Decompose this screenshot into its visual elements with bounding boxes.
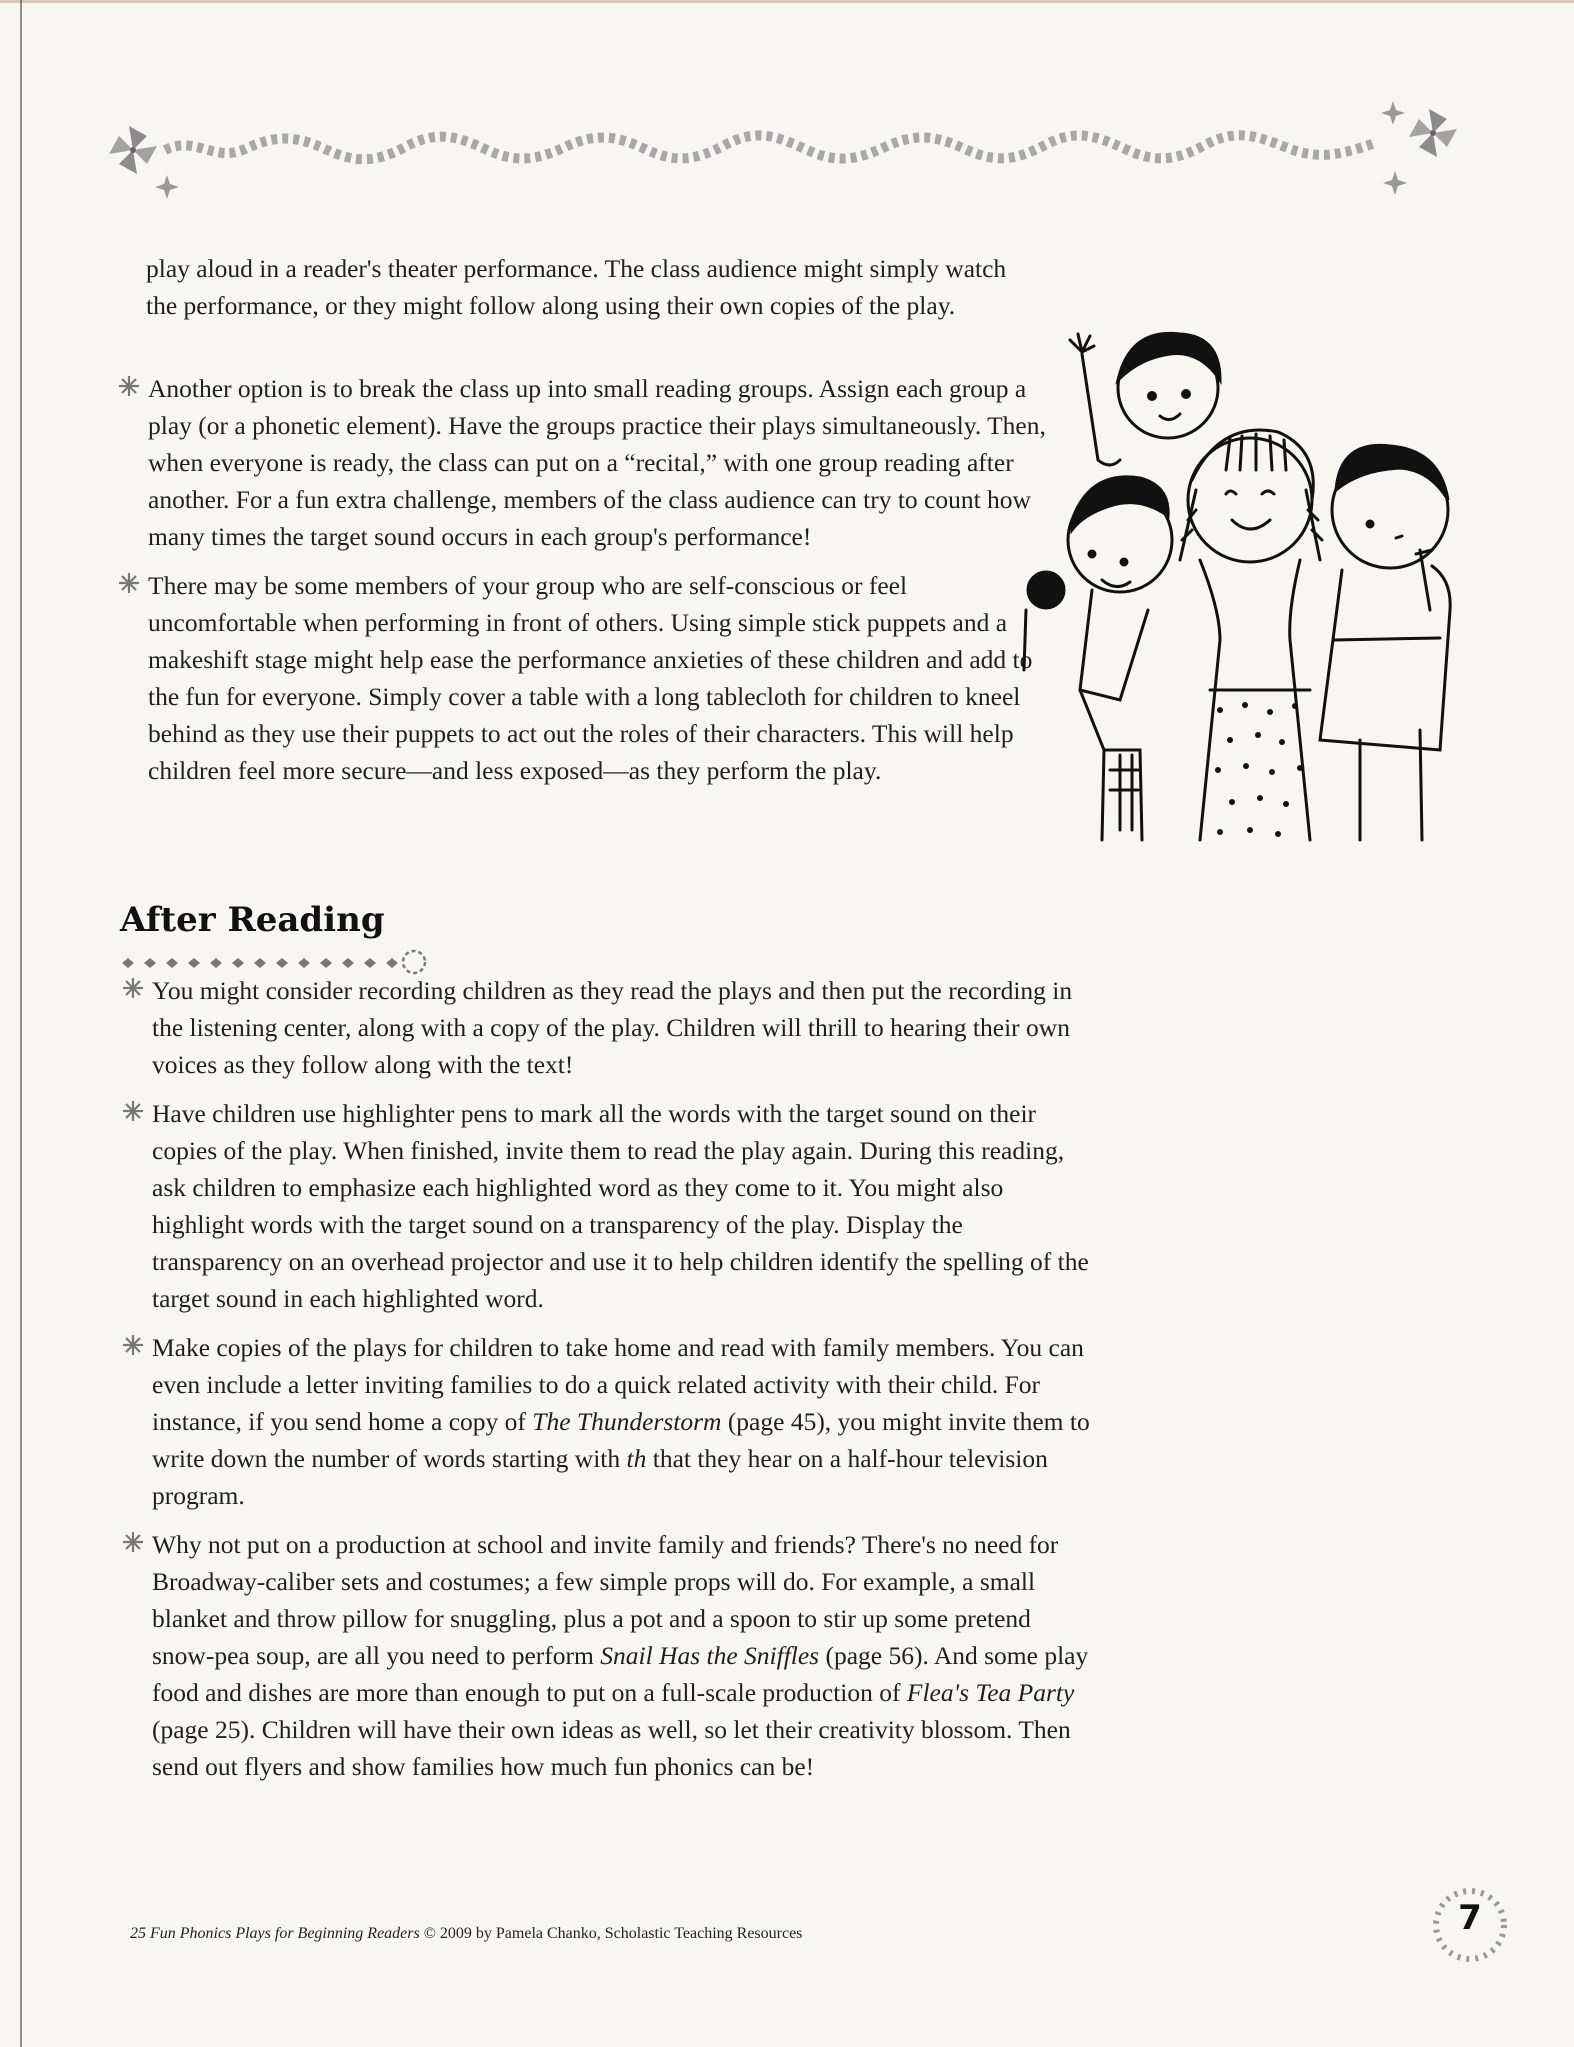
page-top-edge <box>0 0 1574 3</box>
bullet-text: Have children use highlighter pens to mark all the words with the target sound on their copies of the play. When finished, invite them to read the play again. During this reading, ask children to emphasize each highlighted word as they come to it. You might also highlight words with the target sound on a transparency of the play. Display the transparency on an overhead projector and use it to help children identify the spelling of the target sound in each highlighted word. <box>152 1099 1089 1313</box>
sparkle-icon <box>155 175 179 199</box>
bullet-item <box>116 1329 1091 1514</box>
play-title: Snail Has the Sniffles <box>600 1641 820 1670</box>
text-segment: Why not put on a production at school and invite family and friends? There's no need for Broadway-caliber sets and costumes; a few simple props will do. For example, a small blanket and throw pillow for snuggling, plus a pot and a spoon to stir up some pretend snow-pea soup, are all you need to perform <box>152 1530 1059 1670</box>
bullet-text <box>152 1329 1091 1514</box>
asterisk-bullet-icon <box>120 975 146 1001</box>
text-segment: that they hear on a half-hour television program. <box>152 1444 1048 1510</box>
text-segment: (page 56). And some play food and dishes are more than enough to put on a full-scale production of <box>152 1641 1089 1707</box>
bullet-text <box>152 1526 1091 1785</box>
bullet-list-performance <box>112 370 1047 801</box>
paragraph-text: play aloud in a reader's theater performance. The class audience might simply watch the performance, or they might follow along using their own copies of the play. <box>146 254 1007 320</box>
bullet-item <box>116 1526 1091 1785</box>
asterisk-bullet-icon <box>120 1529 146 1555</box>
bullet-text: You might consider recording children as they read the plays and then put the recording in the listening center, along with a copy of the play. Children will thrill to hearing their own voices as they follow along with the text! <box>152 976 1073 1079</box>
decorative-header-border <box>105 95 1465 205</box>
bullet-item <box>116 972 1091 1083</box>
asterisk-bullet-icon <box>120 1332 146 1358</box>
text-segment: Make copies of the plays for children to take home and read with family members. You can even include a letter inviting families to do a quick related activity with their child. For instance, if you send home a copy of <box>152 1333 1084 1436</box>
continuation-paragraph <box>146 250 1026 324</box>
bullet-text: Another option is to break the class up into small reading groups. Assign each group a play (or a phonetic element). Have the groups practice their plays simultaneously. Then, when everyone is ready, the class can put on a “recital,” with one group reading after another. For a fun extra challenge, members of the class audience can try to count how many times the target sound occurs in each group's performance! <box>148 374 1046 551</box>
asterisk-bullet-icon <box>116 373 142 399</box>
play-title: Flea's Tea Party <box>906 1678 1075 1707</box>
bullet-item <box>112 567 1047 789</box>
book-title: 25 Fun Phonics Plays for Beginning Readers <box>130 1925 420 1942</box>
page-number: 7 <box>1458 1898 1482 1938</box>
bullet-list-after-reading <box>116 972 1091 1797</box>
pinwheel-icon <box>1409 109 1457 157</box>
asterisk-bullet-icon <box>116 570 142 596</box>
bullet-item <box>116 1095 1091 1317</box>
copyright-text: © 2009 by Pamela Chanko, Scholastic Teaching Resources <box>419 1925 803 1942</box>
bullet-text: There may be some members of your group who are self-conscious or feel uncomfortable when performing in front of others. Using simple stick puppets and a makeshift stage might help ease the performance anxieties of these children and add to the fun for everyone. Simply cover a table with a long tablecloth for children to kneel behind as they use their puppets to act out the roles of their characters. This will help children feel more secure—and less exposed—as they perform the play. <box>148 571 1033 785</box>
sparkle-icon <box>1383 171 1407 195</box>
sparkle-icon <box>1381 101 1405 125</box>
text-segment: (page 45), you might invite them to write down the number of words starting with <box>152 1407 1090 1473</box>
copyright-footer <box>130 1925 802 1943</box>
binding-edge <box>20 0 22 2047</box>
section-heading: After Reading <box>120 900 385 940</box>
children-group-illustration <box>1020 310 1470 850</box>
digraph-text: th <box>626 1444 647 1473</box>
asterisk-bullet-icon <box>120 1098 146 1124</box>
pinwheel-icon <box>109 126 157 174</box>
play-title: The Thunderstorm <box>532 1407 722 1436</box>
bullet-item <box>112 370 1047 555</box>
text-segment: (page 25). Children will have their own ideas as well, so let their creativity blossom. Then send out flyers and show families how much fun phonics can be! <box>152 1715 1071 1781</box>
